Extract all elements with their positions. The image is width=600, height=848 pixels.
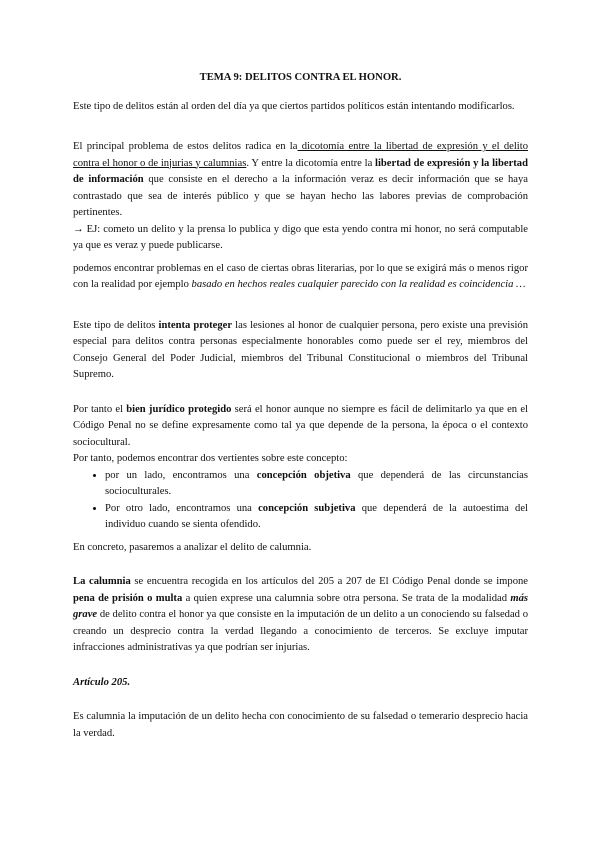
page-title: TEMA 9: DELITOS CONTRA EL HONOR. bbox=[199, 72, 402, 83]
intro-paragraph: Este tipo de delitos están al orden del día ya que ciertos partidos políticos están intentando modificarlos. bbox=[73, 100, 515, 112]
article-text: Es calumnia la imputación de un delito hecha con conocimiento de su falsedad o temerario desprecio hacia la verdad. bbox=[73, 711, 528, 739]
problem-paragraph: El principal problema de estos delitos radica en la dicotomía entre la libertad de expresión y el delito contra el honor o de injurias y calumnias. Y entre la dicotomía entre la libertad de expresión y la libertad de información que consiste en el derecho a la información veraz es decir información que se haya contrastado que sea de interés público y que se hayan hecho las labores previas de comprobación pertinentes. bbox=[73, 141, 529, 218]
calumnia-intro: En concreto, pasaremos a analizar el delito de calumnia. bbox=[73, 541, 312, 553]
literary-paragraph: podemos encontrar problemas en el caso de ciertas obras literarias, por lo que se exigirá más o menos rigor con la realidad por ejemplo basado en hechos reales cualquier parecido con la realidad es coincidencia … bbox=[73, 262, 528, 290]
calumnia-paragraph: La calumnia se encuentra recogida en los artículos del 205 a 207 de El Código Penal donde se impone pena de prisión o multa a quien exprese una calumnia sobre otra persona. Se trata de la modalidad más grave de delito contra el honor ya que consiste en la imputación de un delito a un conociendo su falsedad o creando un desprecio contra la verdad llegando a conocimiento de terceros. Se excluye imputar infracciones administrativas ya que podrían ser injurias. bbox=[73, 576, 529, 653]
list-item: • Por otro lado, encontramos una concepción subjetiva que dependerá de la autoestima del individuo cuando se sienta ofendido. bbox=[105, 501, 528, 534]
legal-good-paragraph: Por tanto el bien jurídico protegido será el honor aunque no siempre es fácil de delimitarlo ya que en el Código Penal no se define expresamente como tal ya que depende de la persona, la época o el contexto sociocultural. bbox=[73, 403, 528, 448]
vertientes-list bbox=[73, 468, 528, 534]
dicotomia-underlined: dicotomía entre la libertad de expresión y el delito contra el honor o de injurias y calumnias bbox=[73, 141, 528, 169]
protection-paragraph: Este tipo de delitos intenta proteger las lesiones al honor de cualquier persona, pero existe una previsión especial para delitos contra personas especialmente honorables como puede ser el rey, miembros del Consejo General del Poder Judicial, miembros del Tribunal Constitucional o miembros del Tribunal Supremo. bbox=[73, 319, 529, 380]
example-paragraph: → EJ: cometo un delito y la prensa lo publica y digo que esta yendo contra mi honor, no será computable ya que es veraz y puede publicarse. bbox=[73, 223, 528, 251]
article-title: Artículo 205. bbox=[73, 676, 131, 688]
document-body bbox=[73, 70, 528, 742]
vertientes-intro: Por tanto, podemos encontrar dos vertientes sobre este concepto: bbox=[73, 453, 348, 464]
list-item: • por un lado, encontramos una concepción objetiva que dependerá de las circunstancias socioculturales. bbox=[105, 468, 528, 501]
